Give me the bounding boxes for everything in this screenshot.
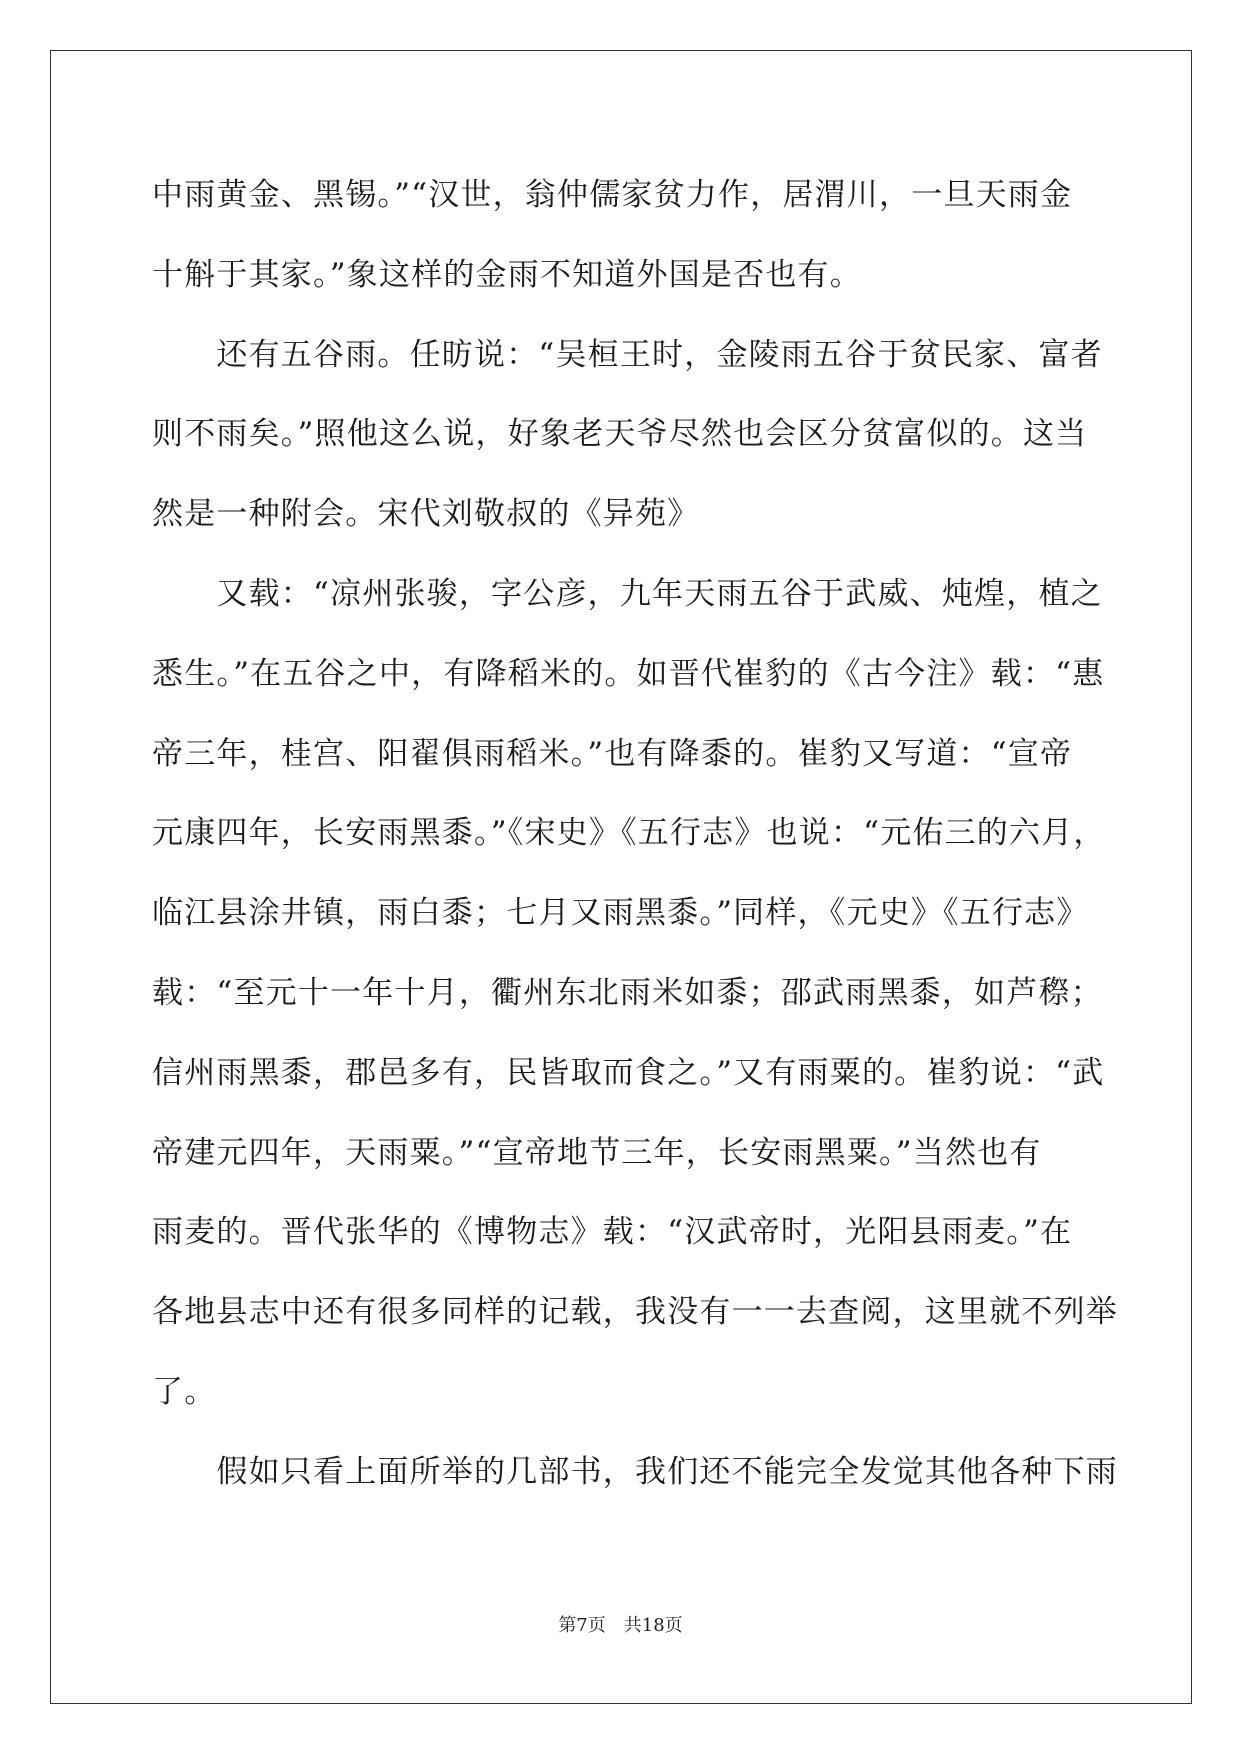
- text-line: 帝建元四年，天雨粟。”“宣帝地节三年，长安雨黑粟。”当然也有: [152, 1134, 1042, 1171]
- text-line: 悉生。”在五谷之中，有降稻米的。如晋代崔豹的《古今注》载：“惠: [152, 655, 1105, 692]
- paragraph-start-line: 假如只看上面所举的几部书，我们还不能完全发觉其他各种下雨: [152, 1453, 1118, 1490]
- text-line: 载：“至元十一年十月，衢州东北雨米如黍；邵武雨黑黍，如芦穄；: [152, 974, 1103, 1011]
- text-line: 十斛于其家。”象这样的金雨不知道外国是否也有。: [152, 256, 862, 293]
- text-line: 了。: [152, 1373, 217, 1410]
- document-body: [152, 155, 1118, 1512]
- text-line: 则不雨矣。”照他这么说，好象老天爷尽然也会区分贫富似的。这当: [152, 416, 1088, 453]
- text-line: 中雨黄金、黑锡。”“汉世，翁仲儒家贫力作，居渭川，一旦天雨金: [152, 177, 1073, 213]
- text-line: 帝三年，桂宫、阳翟俱雨稻米。”也有降黍的。崔豹又写道：“宣帝: [152, 735, 1073, 772]
- paragraph-start-line: 又载：“凉州张骏，字公彦，九年天雨五谷于武威、炖煌，植之: [152, 575, 1103, 612]
- text-line: 雨麦的。晋代张华的《博物志》载：“汉武帝时，光阳县雨麦。”在: [152, 1214, 1073, 1251]
- text-line: 信州雨黑黍，郡邑多有，民皆取而食之。”又有雨粟的。崔豹说：“武: [152, 1054, 1105, 1091]
- page-number-footer: 第7页 共18页: [558, 1615, 683, 1636]
- text-line: 元康四年，长安雨黑黍。”《宋史》《五行志》也说：“元佑三的六月，: [152, 815, 1106, 852]
- paragraph-start-line: 还有五谷雨。任昉说：“吴桓王时，金陵雨五谷于贫民家、富者: [152, 336, 1103, 373]
- text-line: 临江县涂井镇，雨白黍；七月又雨黑黍。”同样，《元史》《五行志》: [152, 895, 1089, 932]
- text-line: 各地县志中还有很多同样的记载，我没有一一去查阅，这里就不列举: [152, 1294, 1118, 1331]
- text-line: 然是一种附会。宋代刘敬叔的《异苑》: [152, 496, 700, 533]
